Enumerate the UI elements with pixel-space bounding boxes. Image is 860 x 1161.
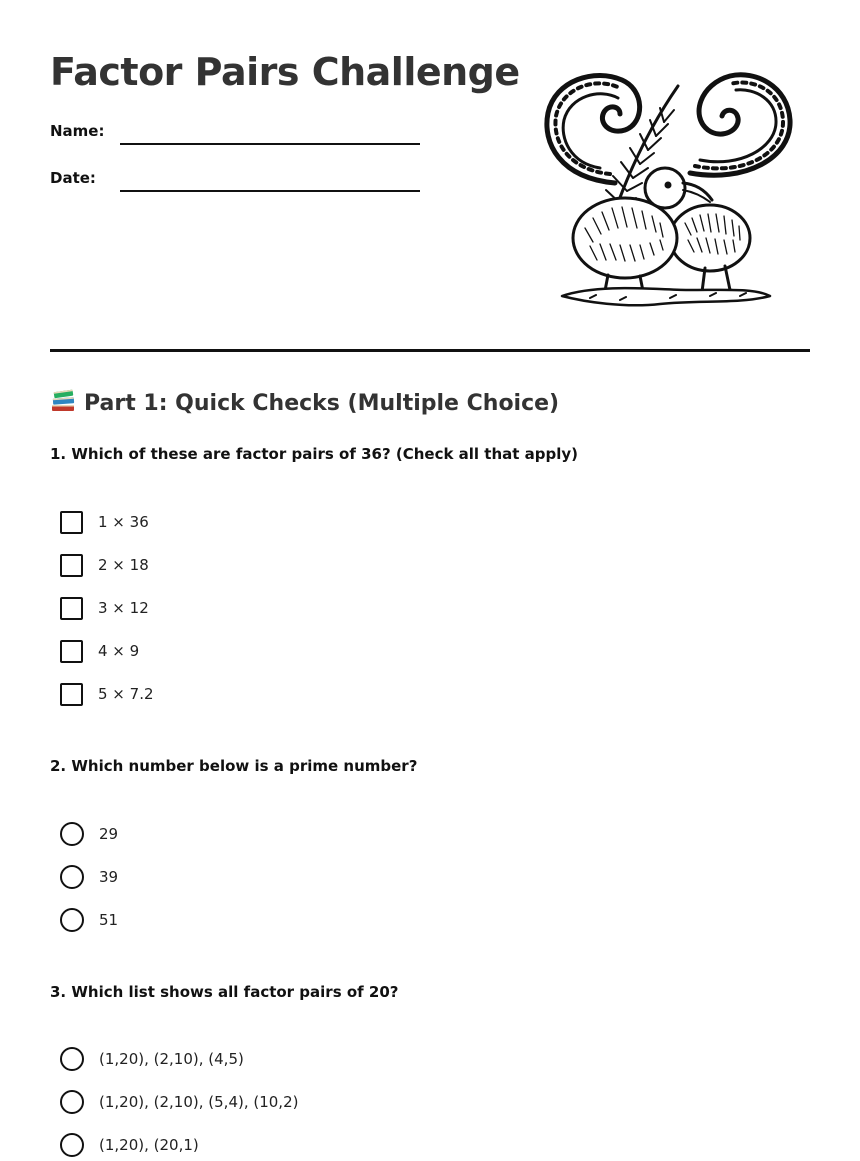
q2-option-1[interactable] xyxy=(60,821,118,847)
option-label: (1,20), (2,10), (4,5) xyxy=(99,1050,244,1068)
radio-button[interactable] xyxy=(60,908,84,932)
option-label: 5 × 7.2 xyxy=(98,685,154,703)
radio-button[interactable] xyxy=(60,1133,84,1157)
option-label: (1,20), (20,1) xyxy=(99,1136,199,1154)
checkbox[interactable] xyxy=(60,683,83,706)
kiwi-birds-koru-icon xyxy=(540,68,800,313)
q1-option-4[interactable] xyxy=(60,638,139,664)
name-label: Name: xyxy=(50,122,105,140)
question-3-prompt: 3. Which list shows all factor pairs of 20? xyxy=(50,983,399,1001)
q3-option-3[interactable] xyxy=(60,1132,199,1158)
option-label: (1,20), (2,10), (5,4), (10,2) xyxy=(99,1093,299,1111)
q1-option-2[interactable] xyxy=(60,552,149,578)
q1-option-1[interactable] xyxy=(60,509,149,535)
radio-button[interactable] xyxy=(60,865,84,889)
q3-option-1[interactable] xyxy=(60,1046,244,1072)
books-icon xyxy=(50,389,76,419)
checkbox[interactable] xyxy=(60,511,83,534)
option-label: 39 xyxy=(99,868,119,886)
radio-button[interactable] xyxy=(60,1047,84,1071)
option-label: 2 × 18 xyxy=(98,556,149,574)
option-label: 1 × 36 xyxy=(98,513,149,531)
worksheet-title: Factor Pairs Challenge xyxy=(50,50,520,94)
checkbox[interactable] xyxy=(60,554,83,577)
part1-heading xyxy=(50,389,559,419)
question-1-prompt: 1. Which of these are factor pairs of 36? (Check all that apply) xyxy=(50,445,579,463)
option-label: 29 xyxy=(99,825,119,843)
date-field[interactable] xyxy=(120,190,420,192)
q3-option-2[interactable] xyxy=(60,1089,298,1115)
radio-button[interactable] xyxy=(60,822,84,846)
checkbox[interactable] xyxy=(60,640,83,663)
option-label: 51 xyxy=(99,911,119,929)
name-field[interactable] xyxy=(120,143,420,145)
radio-button[interactable] xyxy=(60,1090,84,1114)
q2-option-2[interactable] xyxy=(60,864,118,890)
q2-option-3[interactable] xyxy=(60,907,118,933)
date-label: Date: xyxy=(50,169,96,187)
question-2-prompt: 2. Which number below is a prime number? xyxy=(50,757,418,775)
q1-option-3[interactable] xyxy=(60,595,149,621)
section-divider xyxy=(50,349,810,352)
part1-heading-text: Part 1: Quick Checks (Multiple Choice) xyxy=(84,391,560,416)
option-label: 3 × 12 xyxy=(98,599,149,617)
q1-option-5[interactable] xyxy=(60,681,154,707)
option-label: 4 × 9 xyxy=(98,642,140,660)
checkbox[interactable] xyxy=(60,597,83,620)
